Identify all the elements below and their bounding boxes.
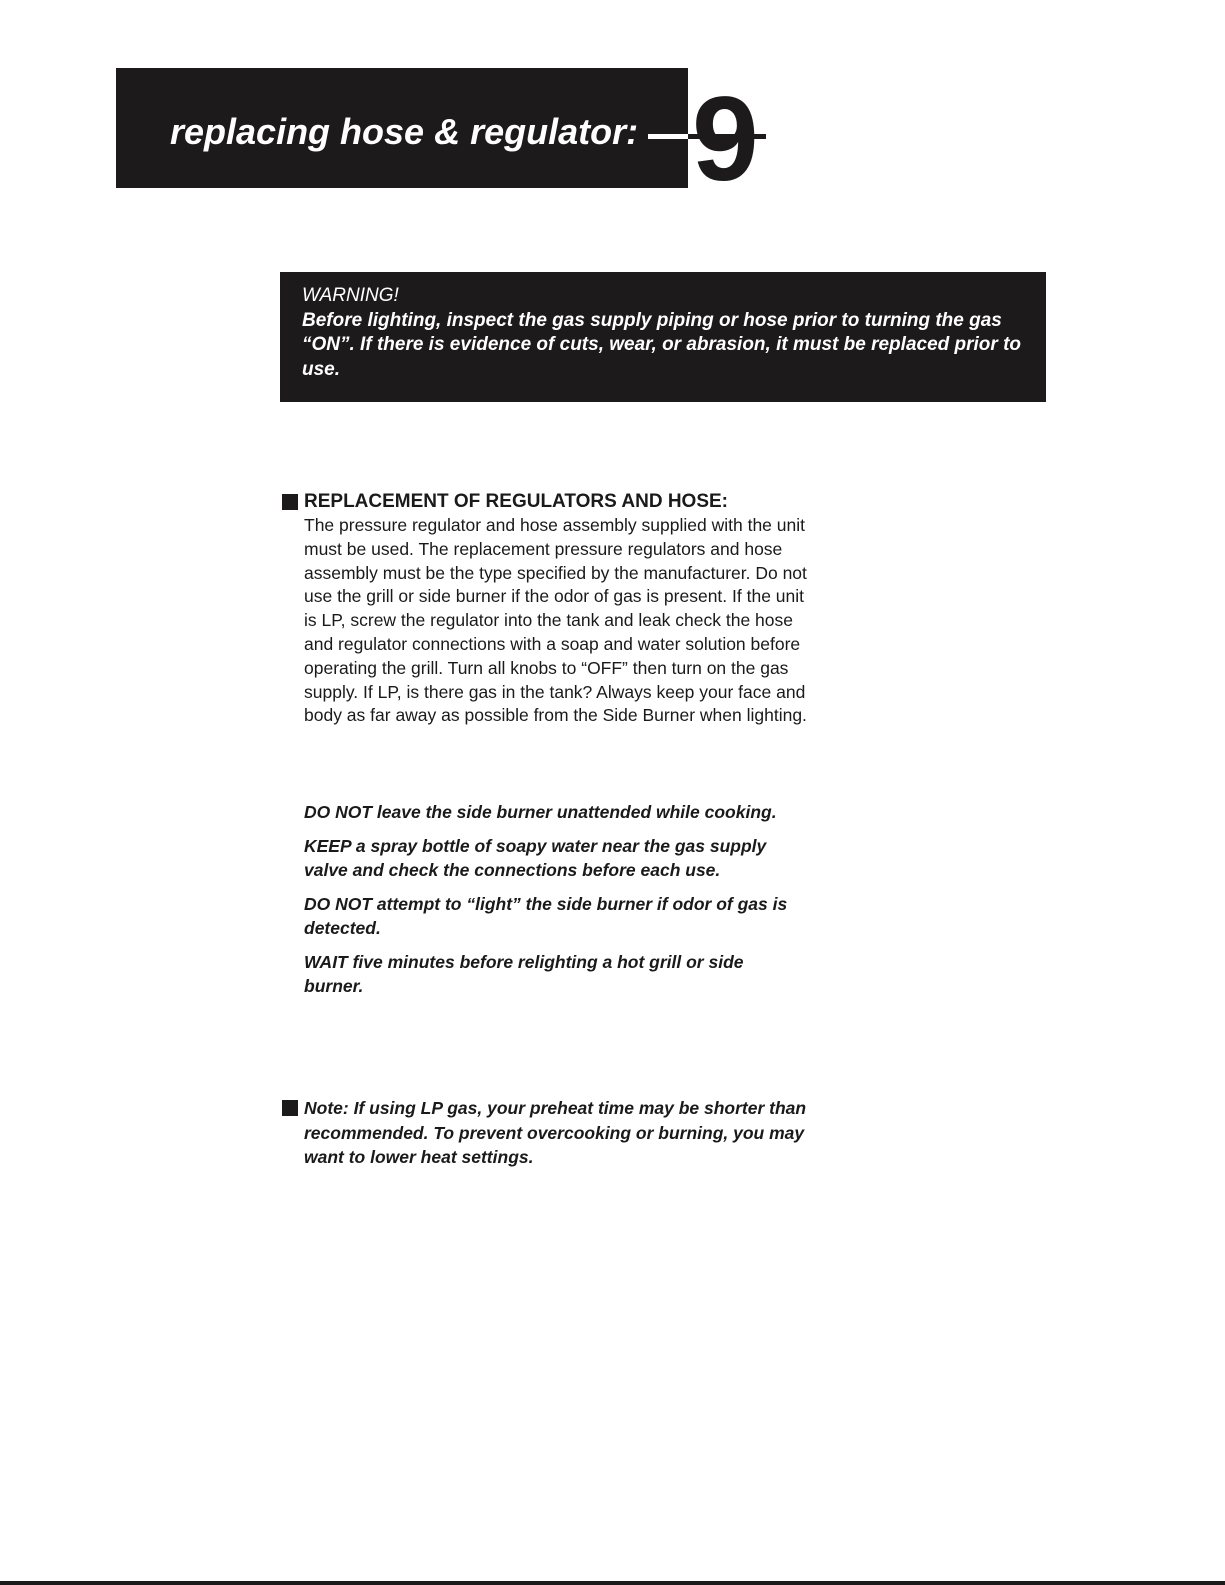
caution-item: KEEP a spray bottle of soapy water near the gas supply valve and check the connections before each use. <box>304 835 767 880</box>
note-text: Note: If using LP gas, your preheat time may be shorter than recommended. To prevent overcooking or burning, you may want to lower heat settings. <box>304 1098 807 1167</box>
warning-title: WARNING! <box>302 285 399 306</box>
replacement-heading: REPLACEMENT OF REGULATORS AND HOSE: <box>304 491 728 512</box>
warning-box <box>280 272 1046 402</box>
note-section <box>282 1096 822 1170</box>
caution-item: DO NOT leave the side burner unattended while cooking. <box>304 802 777 822</box>
caution-item: WAIT five minutes before relighting a hot grill or side burner. <box>304 951 744 996</box>
caution-item: DO NOT attempt to “light” the side burner if odor of gas is detected. <box>304 893 788 938</box>
square-bullet-icon <box>282 494 298 510</box>
replacement-body: The pressure regulator and hose assembly supplied with the unit must be used. The replacement pressure regulators and hose assembly must be the type specified by the manufacturer. Do not use the grill or side burner if the odor of gas is present. If the unit is LP, screw the regulator into the tank and leak check the hose and regulator connections with a soap and water solution before operating the grill. Turn all knobs to “OFF” then turn on the gas supply. If LP, is there gas in the tank? Always keep your face and body as far away as possible from the Side Burner when lighting. <box>304 515 807 726</box>
warning-text <box>302 284 1024 382</box>
warning-body: Before lighting, inspect the gas supply piping or hose prior to turning the gas “ON”. If there is evidence of cuts, wear, or abrasion, it must be replaced prior to use. <box>302 309 1022 380</box>
bottom-rule <box>0 1581 1225 1585</box>
square-bullet-icon <box>282 1100 298 1116</box>
replacement-section <box>282 490 822 728</box>
section-number: 9 <box>692 72 757 206</box>
caution-list <box>304 800 804 1008</box>
page-title: replacing hose & regulator: <box>170 111 639 152</box>
header-dash-highlight <box>648 134 688 139</box>
